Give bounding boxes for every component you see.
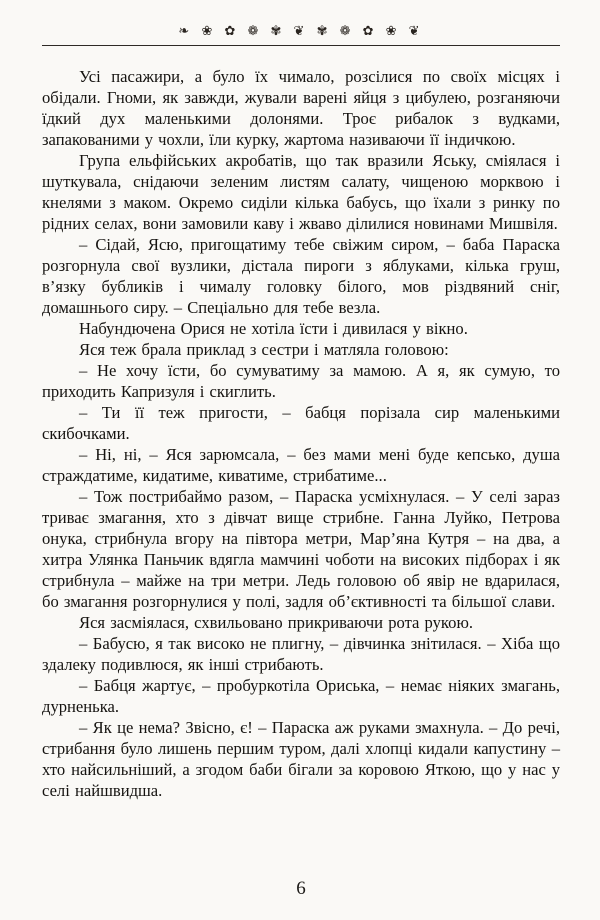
paragraph: – Ні, ні, – Яся зарюмсала, – без мами мені буде кепсько, душа страждатиме, кидатиме, киватиме, стрибатиме... xyxy=(42,445,560,485)
paragraph: – Тож пострибаймо разом, – Параска усміхнулася. – У селі зараз триває змагання, хто з дівчат вище стрибне. Ганна Луйко, Петрова онука, стрибнула вгору на півтора метри, Мар’яна Кутря – на два, а хитра Улянка Паньчик вдягла мамчині чоботи на високих підборах і як стрибнула – майже на три метри. Ледь головою об явір не вдарилася, бо змагання розгорнулися у полі, задля об’єктивності та більшої слави. xyxy=(42,487,560,611)
header-divider xyxy=(42,45,560,46)
page-header xyxy=(42,24,560,54)
page-footer xyxy=(42,878,560,920)
paragraph: Усі пасажири, а було їх чимало, розсілися по своїх місцях і обідали. Гноми, як завжди, жували варені яйця з цибулею, розганяючи їдкий дух маленькими долонями. Троє рибалок з вудками, запакованими у чохли, їли курку, жартома називаючи її індичкою. xyxy=(42,67,560,149)
floral-ornament-icon: ❧ ❀ ✿ ❁ ✾ ❦ ✾ ❁ ✿ ❀ ❦ xyxy=(178,24,424,39)
paragraph: – Ти її теж пригости, – бабця порізала сир маленькими скибочками. xyxy=(42,403,560,443)
paragraph: Набундючена Орися не хотіла їсти і дивилася у вікно. xyxy=(79,319,468,338)
text-block xyxy=(42,66,560,801)
paragraph: Група ельфійських акробатів, що так вразили Яську, сміялася і шуткувала, снідаючи зеленим листям салату, чищеною морквою і кнелями з маком. Окремо сиділи кілька бабусь, що їхали з ринку по рідних селах, вони замовили каву і жваво ділилися новинами Мишвіля. xyxy=(42,151,560,233)
paragraph: – Бабця жартує, – пробуркотіла Ориська, – немає ніяких змагань, дурненька. xyxy=(42,676,560,716)
page-number: 6 xyxy=(296,878,306,899)
paragraph: Яся засміялася, схвильовано прикриваючи рота рукою. xyxy=(79,613,473,632)
paragraph: Яся теж брала приклад з сестри і матляла головою: xyxy=(79,340,449,359)
paragraph: – Як це нема? Звісно, є! – Параска аж руками змахнула. – До речі, стрибання було лишень першим туром, далі хлопці кидали капустину – хто найсильніший, а згодом баби бігали за коровою Яткою, що у нас у селі найшвидша. xyxy=(42,718,560,800)
paragraph: – Не хочу їсти, бо сумуватиму за мамою. А я, як сумую, то приходить Капризуля і скиглить. xyxy=(42,361,560,401)
paragraph: – Бабусю, я так високо не плигну, – дівчинка знітилася. – Хіба що здалеку подивлюся, як інші стрибають. xyxy=(42,634,560,674)
paragraph: – Сідай, Ясю, пригощатиму тебе свіжим сиром, – баба Параска розгорнула свої вузлики, дістала пироги з яблуками, кілька груш, в’язку бубликів і чималу головку білого, мов різдвяний сніг, домашнього сиру. – Спеціально для тебе везла. xyxy=(42,235,560,317)
